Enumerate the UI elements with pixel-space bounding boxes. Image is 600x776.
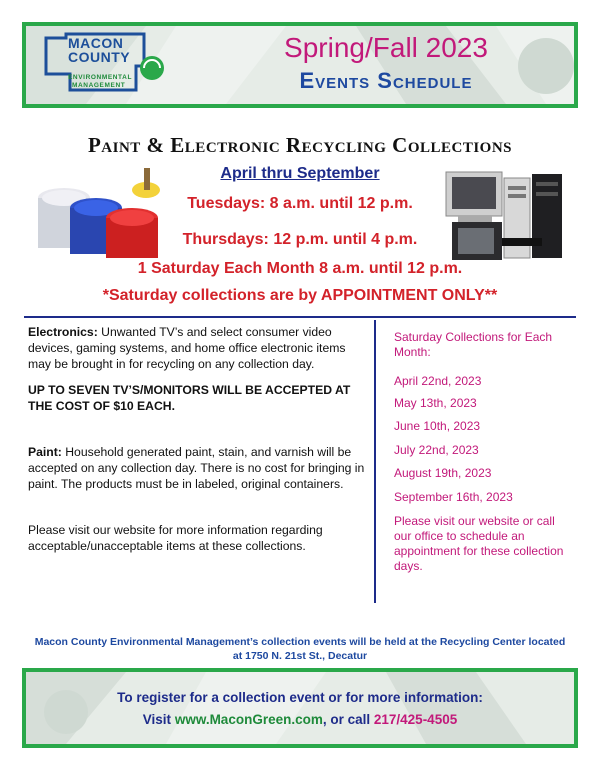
date-item: June 10th, 2023	[394, 419, 481, 433]
page-title: Spring/Fall 2023	[284, 32, 488, 63]
collection-period: April thru September	[220, 165, 380, 182]
logo-title: MACON COUNTY	[68, 35, 131, 65]
banner-background	[26, 672, 574, 744]
date-item: August 19th, 2023	[394, 466, 492, 480]
thursday-hours: Thursdays: 12 p.m. until 4 p.m.	[182, 231, 418, 248]
location-note: Macon County Environmental Management’s collection events will be held at the Recycling Center located at 1750 N. 21st St., Decatur	[34, 636, 566, 662]
appointment-note: Please visit our website or call our office to schedule an appointment for these collection days.	[394, 514, 564, 573]
appointment-notice: *Saturday collections are by APPOINTMENT ONLY**	[102, 287, 498, 304]
contact-banner	[22, 668, 578, 748]
paint-paragraph: Paint: Household generated paint, stain, and varnish will be accepted on any collection day. There is no cost for bringing in paint. The products must be in labeled, original containers.	[28, 445, 365, 491]
website-link[interactable]: www.MaconGreen.com	[174, 712, 323, 727]
section-title: Paint & Electronic Recycling Collections	[87, 133, 513, 157]
logo-subtitle: ENVIRONMENTAL MANAGEMENT	[68, 74, 133, 89]
header-banner	[22, 22, 578, 108]
macon-county-logo	[40, 30, 170, 100]
date-item: May 13th, 2023	[394, 396, 477, 410]
page-subtitle: Events Schedule	[299, 68, 473, 93]
register-text: To register for a collection event or for more information:	[117, 690, 483, 705]
phone-number[interactable]: 217/425-4505	[373, 712, 458, 727]
divider-horizontal	[24, 316, 576, 318]
website-note: Please visit our website for more information regarding acceptable/unacceptable items at these collections.	[28, 523, 323, 553]
date-item: July 22nd, 2023	[394, 443, 479, 457]
tuesday-hours: Tuesdays: 8 a.m. until 12 p.m.	[187, 195, 413, 212]
date-item: September 16th, 2023	[394, 490, 513, 504]
date-item: April 22nd, 2023	[394, 374, 482, 388]
saturday-heading: Saturday Collections for Each Month:	[394, 330, 553, 359]
divider-vertical	[374, 320, 376, 603]
contact-line: Visit www.MaconGreen.com, or call 217/425-4505	[142, 712, 458, 727]
details-column	[28, 324, 368, 554]
saturday-hours: 1 Saturday Each Month 8 a.m. until 12 p.m.	[137, 260, 463, 277]
electronics-paragraph: Electronics: Unwanted TV’s and select consumer video devices, gaming systems, and home office electronic items may be brought in for recycling on any collection day.	[28, 325, 346, 371]
tv-notice: UP TO SEVEN TV’S/MONITORS WILL BE ACCEPTED AT THE COST OF $10 EACH.	[28, 383, 351, 413]
